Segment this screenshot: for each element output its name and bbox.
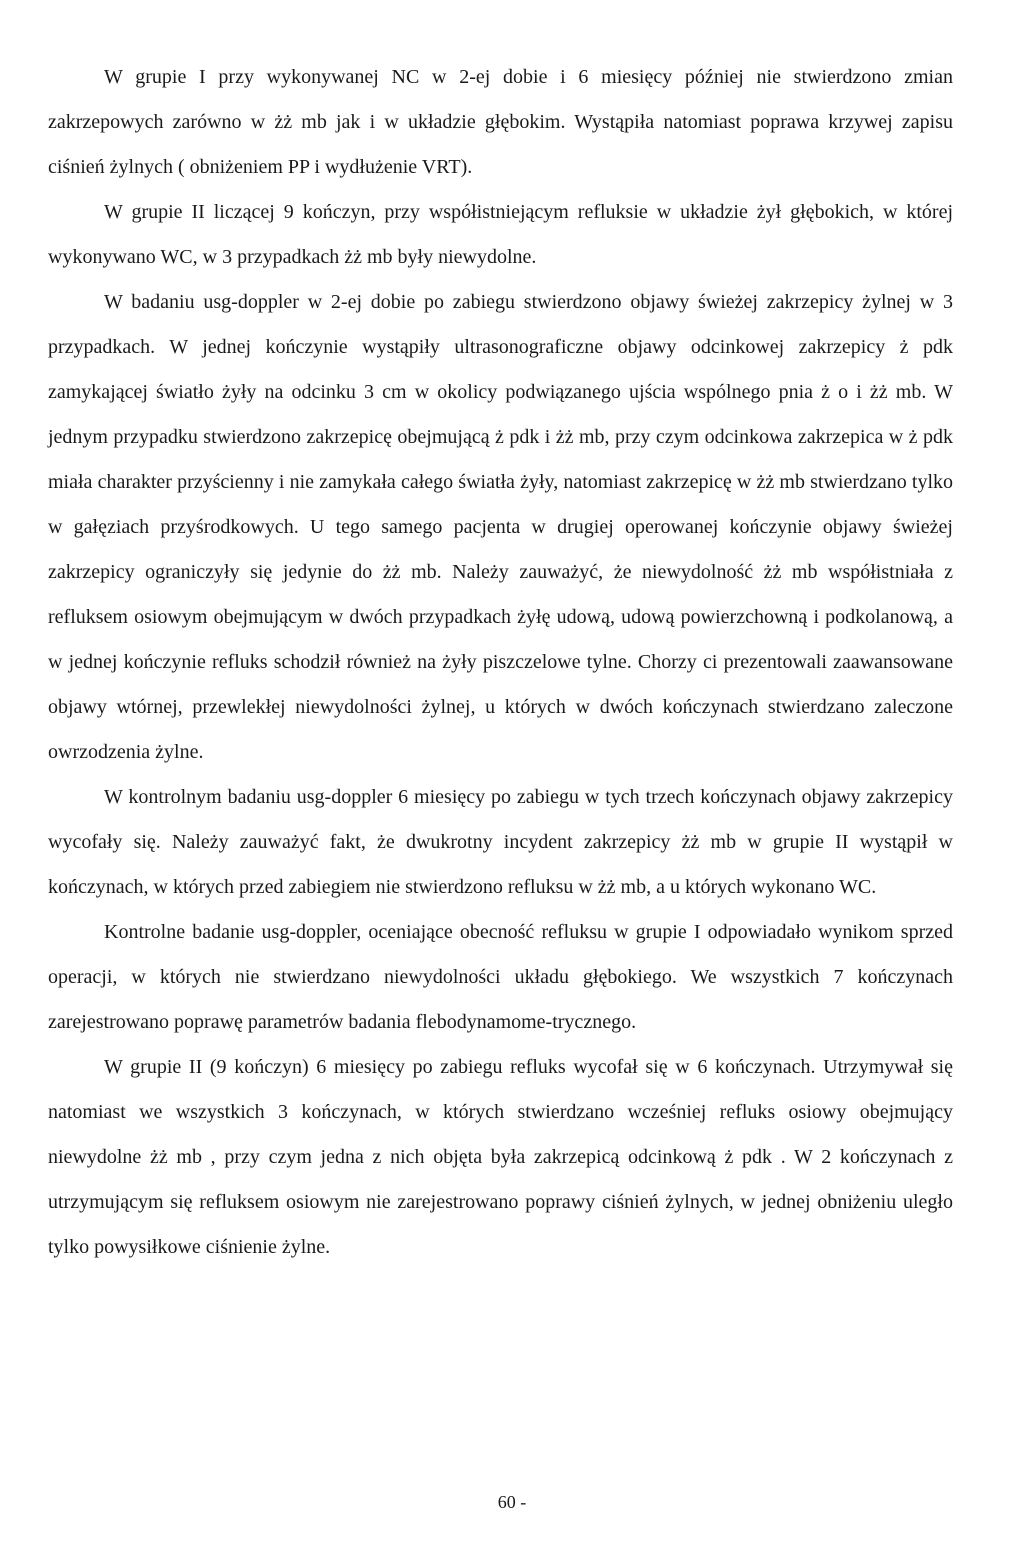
- paragraph-4: W kontrolnym badaniu usg-doppler 6 miesięcy po zabiegu w tych trzech kończynach objawy zakrzepicy wycofały się. Należy zauważyć fakt, że dwukrotny incydent zakrzepicy żż mb w grupie II wystąpił w kończynach, w których przed zabiegiem nie stwierdzono refluksu w żż mb, a u których wykonano WC.: [48, 786, 953, 898]
- paragraph-3: W badaniu usg-doppler w 2-ej dobie po zabiegu stwierdzono objawy świeżej zakrzepicy żylnej w 3 przypadkach. W jednej kończynie wystąpiły ultrasonograficzne objawy odcinkowej zakrzepicy ż pdk zamykającej światło żyły na odcinku 3 cm w okolicy podwiązanego ujścia wspólnego pnia ż o i żż mb. W jednym przypadku stwierdzono zakrzepicę obejmującą ż pdk i żż mb, przy czym odcinkowa zakrzepica w ż pdk miała charakter przyścienny i nie zamykała całego światła żyły, natomiast zakrzepicę w żż mb stwierdzano tylko w gałęziach przyśrodkowych. U tego samego pacjenta w drugiej operowanej kończynie objawy świeżej zakrzepicy ograniczyły się jedynie do żż mb. Należy zauważyć, że niewydolność żż mb współistniała z refluksem osiowym obejmującym w dwóch przypadkach żyłę udową, udową powierzchowną i podkolanową, a w jednej kończynie refluks schodził również na żyły piszczelowe tylne. Chorzy ci prezentowali zaawansowane objawy wtórnej, przewlekłej niewydolności żylnej, u których w dwóch kończynach stwierdzano zaleczone owrzodzenia żylne.: [48, 291, 953, 763]
- page-body: [48, 55, 953, 1270]
- paragraph-6: W grupie II (9 kończyn) 6 miesięcy po zabiegu refluks wycofał się w 6 kończynach. Utrzymywał się natomiast we wszystkich 3 kończynach, w których stwierdzano wcześniej refluks osiowy obejmujący niewydolne żż mb , przy czym jedna z nich objęta była zakrzepicą odcinkową ż pdk . W 2 kończynach z utrzymującym się refluksem osiowym nie zarejestrowano poprawy ciśnień żylnych, w jednej obniżeniu uległo tylko powysiłkowe ciśnienie żylne.: [48, 1056, 953, 1258]
- paragraph-5: Kontrolne badanie usg-doppler, oceniające obecność refluksu w grupie I odpowiadało wynikom sprzed operacji, w których nie stwierdzano niewydolności układu głębokiego. We wszystkich 7 kończynach zarejestrowano poprawę parametrów badania flebodynamome-trycznego.: [48, 921, 953, 1033]
- page-number: 60 -: [497, 1492, 527, 1512]
- paragraph-2: W grupie II liczącej 9 kończyn, przy współistniejącym refluksie w układzie żył głębokich, w której wykonywano WC, w 3 przypadkach żż mb były niewydolne.: [48, 201, 953, 268]
- paragraph-1: W grupie I przy wykonywanej NC w 2-ej dobie i 6 miesięcy później nie stwierdzono zmian zakrzepowych zarówno w żż mb jak i w układzie głębokim. Wystąpiła natomiast poprawa krzywej zapisu ciśnień żylnych ( obniżeniem PP i wydłużenie VRT).: [48, 66, 953, 178]
